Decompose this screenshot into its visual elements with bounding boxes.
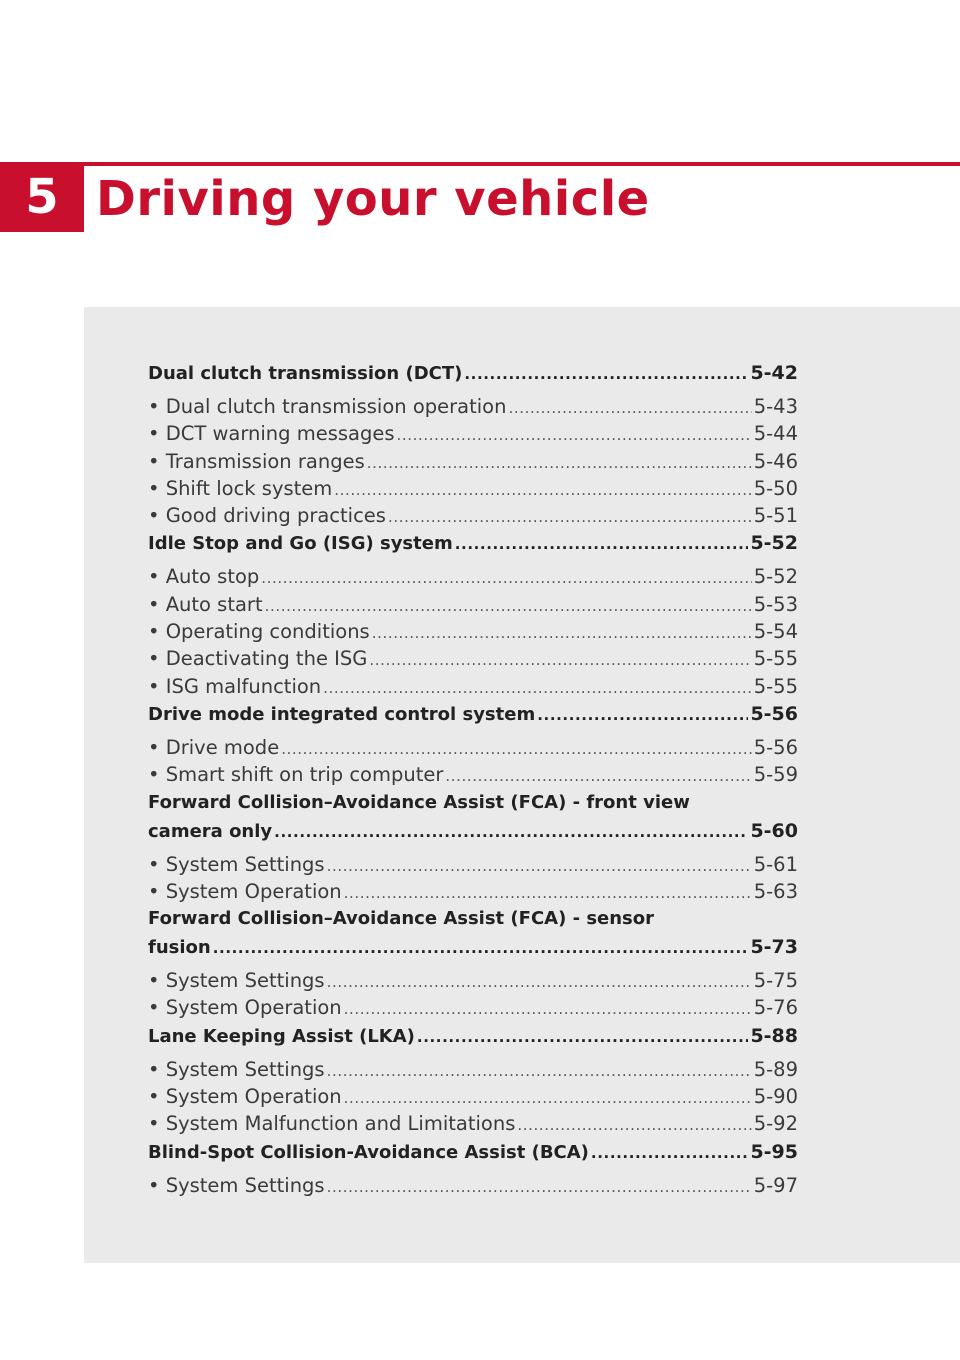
toc-item-label: • Smart shift on trip computer [148, 763, 444, 787]
toc-item[interactable] [148, 618, 798, 645]
toc-item-label: • System Malfunction and Limitations [148, 1112, 516, 1136]
toc-item-label: • ISG malfunction [148, 674, 322, 698]
toc-leader [274, 818, 748, 846]
toc-item[interactable] [148, 1110, 798, 1137]
toc-item-label: • System Settings [148, 1057, 325, 1081]
toc-section-fca-fusion[interactable] [148, 933, 798, 961]
toc-item[interactable] [148, 673, 798, 700]
toc-item[interactable] [148, 1172, 798, 1199]
toc-page-number: 5-42 [750, 362, 798, 384]
toc-section-label: fusion [148, 937, 211, 959]
toc-page-number: 5-63 [753, 879, 798, 903]
toc-leader [591, 1139, 749, 1167]
toc-section-label: Lane Keeping Assist (LKA) [148, 1025, 415, 1047]
toc-page-number: 5-73 [750, 936, 798, 959]
toc-section-fca-camera[interactable] [148, 817, 798, 845]
toc-page-number: 5-51 [753, 504, 798, 528]
toc-leader [464, 360, 748, 388]
toc-item[interactable] [148, 448, 798, 475]
toc-leader [261, 565, 751, 592]
toc-section-bca[interactable] [148, 1138, 798, 1166]
toc-page-number: 5-97 [753, 1173, 798, 1197]
toc-item[interactable] [148, 645, 798, 672]
toc-item[interactable] [148, 475, 798, 502]
toc-leader [537, 701, 748, 729]
toc-item[interactable] [148, 851, 798, 878]
toc-item-label: • Good driving practices [148, 504, 386, 528]
toc-leader [508, 395, 751, 422]
toc-leader [517, 1112, 751, 1139]
toc-leader [327, 969, 752, 996]
chapter-header [0, 162, 960, 232]
toc-leader [397, 422, 752, 449]
toc-page-number: 5-59 [753, 763, 798, 787]
toc-list [148, 359, 798, 1199]
toc-item-label: • System Operation [148, 1085, 342, 1109]
toc-section-label: camera only [148, 820, 273, 842]
toc-item-label: • Transmission ranges [148, 449, 365, 473]
toc-leader [455, 530, 749, 558]
toc-page-number: 5-54 [753, 620, 798, 644]
toc-page-number: 5-95 [750, 1140, 798, 1163]
toc-item[interactable] [148, 420, 798, 447]
toc-section-fca-fusion-line1[interactable]: Forward Collision–Avoidance Assist (FCA) - sensor [148, 908, 655, 930]
toc-leader [327, 1174, 752, 1201]
toc-page-number: 5-55 [753, 674, 798, 698]
toc-item-label: • Auto start [148, 592, 263, 616]
toc-item-label: • Drive mode [148, 735, 280, 759]
toc-item-label: • System Settings [148, 1173, 325, 1197]
toc-section-drive-mode[interactable] [148, 700, 798, 728]
toc-leader [281, 736, 752, 763]
toc-item[interactable] [148, 994, 798, 1021]
toc-page-number: 5-52 [750, 532, 798, 555]
toc-page-number: 5-89 [753, 1057, 798, 1081]
toc-leader [372, 620, 752, 647]
toc-item[interactable] [148, 1056, 798, 1083]
toc-item-label: • DCT warning messages [148, 422, 395, 446]
toc-leader [344, 996, 752, 1023]
toc-item-label: • System Settings [148, 969, 325, 993]
toc-section-label: Idle Stop and Go (ISG) system [148, 533, 453, 555]
toc-item-label: • Auto stop [148, 565, 260, 589]
toc-item-label: • System Settings [148, 852, 325, 876]
toc-section-dct[interactable] [148, 359, 798, 387]
toc-section-lka[interactable] [148, 1022, 798, 1050]
toc-item-label: • System Operation [148, 879, 342, 903]
toc-page-number: 5-76 [753, 996, 798, 1020]
toc-page-number: 5-52 [753, 565, 798, 589]
toc-section-label: Drive mode integrated control system [148, 703, 536, 725]
toc-item-label: • Operating conditions [148, 620, 370, 644]
toc-section-label: Blind-Spot Collision-Avoidance Assist (BCA) [148, 1141, 589, 1163]
toc-page-number: 5-61 [753, 852, 798, 876]
toc-leader [213, 934, 749, 962]
toc-page-number: 5-43 [753, 395, 798, 418]
chapter-number: 5 [0, 162, 84, 232]
toc-leader [327, 853, 752, 880]
toc-page-number: 5-88 [750, 1024, 798, 1047]
toc-item[interactable] [148, 967, 798, 994]
toc-item[interactable] [148, 761, 798, 788]
toc-page-number: 5-92 [753, 1112, 798, 1136]
toc-leader [323, 675, 752, 702]
toc-leader [445, 763, 751, 790]
toc-page-number: 5-44 [753, 422, 798, 446]
toc-section-label: Dual clutch transmission (DCT) [148, 363, 463, 384]
toc-leader [417, 1023, 749, 1051]
toc-item[interactable] [148, 502, 798, 529]
toc-item[interactable] [148, 563, 798, 590]
toc-leader [388, 504, 752, 531]
toc-page-number: 5-75 [753, 969, 798, 993]
toc-page-number: 5-56 [753, 735, 798, 759]
toc-page-number: 5-46 [753, 449, 798, 473]
toc-page-number: 5-55 [753, 647, 798, 671]
toc-page-number: 5-50 [753, 476, 798, 500]
toc-item-label: • Deactivating the ISG [148, 647, 368, 671]
toc-item[interactable] [148, 591, 798, 618]
toc-leader [344, 880, 752, 907]
toc-item-label: • System Operation [148, 996, 342, 1020]
toc-leader [334, 477, 751, 504]
toc-leader [344, 1085, 752, 1112]
toc-leader [367, 450, 752, 477]
toc-item-label: • Dual clutch transmission operation [148, 395, 507, 418]
toc-page-number: 5-60 [750, 819, 798, 842]
toc-item[interactable] [148, 1083, 798, 1110]
toc-panel [84, 307, 960, 1263]
toc-page-number: 5-56 [750, 702, 798, 725]
toc-leader [327, 1058, 752, 1085]
toc-page-number: 5-53 [753, 592, 798, 616]
toc-leader [369, 647, 751, 674]
toc-item[interactable] [148, 734, 798, 761]
chapter-title: Driving your vehicle [96, 171, 650, 227]
toc-page-number: 5-90 [753, 1085, 798, 1109]
toc-section-isg[interactable] [148, 529, 798, 557]
toc-leader [265, 593, 752, 620]
toc-item-label: • Shift lock system [148, 476, 333, 500]
toc-section-fca-camera-line1[interactable]: Forward Collision–Avoidance Assist (FCA) - front view [148, 791, 690, 813]
toc-item[interactable] [148, 393, 798, 420]
toc-item[interactable] [148, 878, 798, 905]
